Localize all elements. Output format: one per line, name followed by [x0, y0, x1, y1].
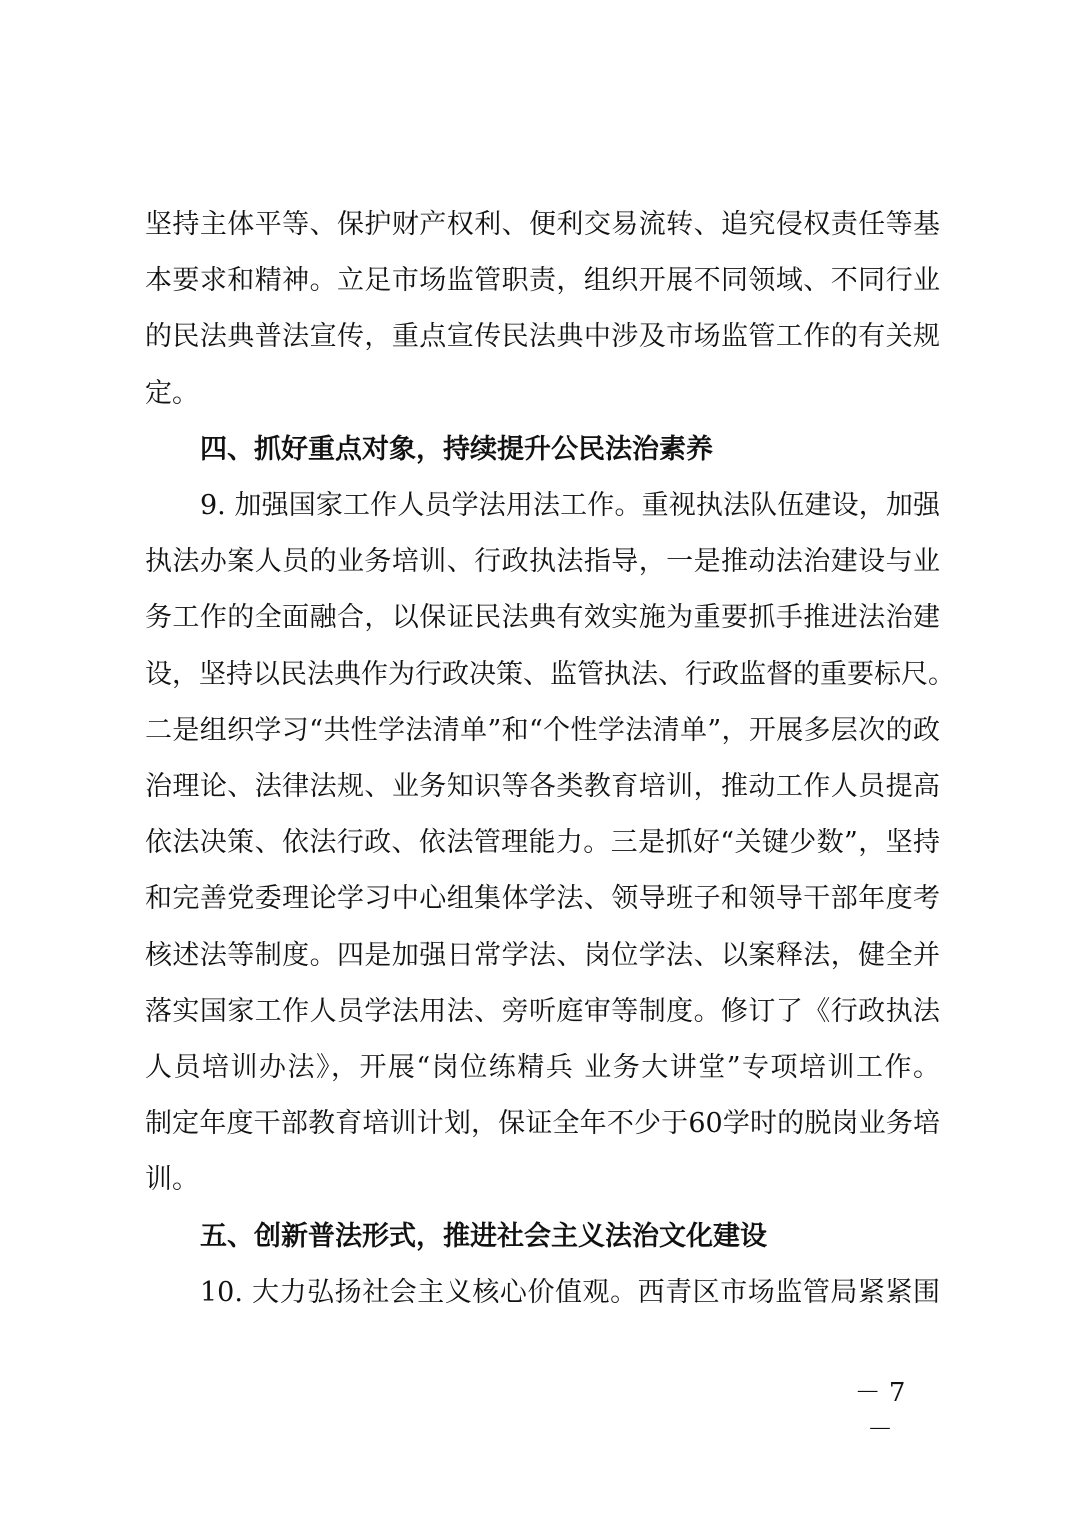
text-line: 二是组织学习“共性学法清单”和“个性学法清单”，开展多层次的政	[145, 714, 940, 746]
text-line: 人员培训办法》，开展“岗位练精兵 业务大讲堂”专项培训工作。	[145, 1052, 940, 1083]
text-line: 执法办案人员的业务培训、行政执法指导，一是推动法治建设与业	[145, 546, 940, 578]
text-line: 10. 大力弘扬社会主义核心价值观。西青区市场监管局紧紧围	[200, 1276, 940, 1308]
text-line: 训。	[145, 1164, 199, 1196]
text-line: 和完善党委理论学习中心组集体学法、领导班子和领导干部年度考	[145, 883, 940, 915]
text-line: 设，坚持以民法典作为行政决策、监管执法、行政监督的重要标尺。	[145, 658, 955, 690]
text-line: 治理论、法律法规、业务知识等各类教育培训，推动工作人员提高	[145, 771, 940, 802]
text-line: 本要求和精神。立足市场监管职责，组织开展不同领域、不同行业	[145, 265, 940, 297]
section-heading: 五、创新普法形式，推进社会主义法治文化建设	[200, 1220, 767, 1252]
text-line: 坚持主体平等、保护财产权利、便利交易流转、追究侵权责任等基	[145, 209, 940, 240]
text-line: 落实国家工作人员学法用法、旁听庭审等制度。修订了《行政执法	[145, 995, 940, 1027]
section-heading: 四、抓好重点对象，持续提升公民法治素养	[200, 433, 713, 465]
text-line: 务工作的全面融合，以保证民法典有效实施为重要抓手推进法治建	[145, 602, 940, 634]
text-line: 核述法等制度。四是加强日常学法、岗位学法、以案释法，健全并	[145, 939, 940, 971]
text-line: 制定年度干部教育培训计划，保证全年不少于60学时的脱岗业务培	[145, 1108, 940, 1140]
text-line: 依法决策、依法行政、依法管理能力。三是抓好“关键少数”，坚持	[145, 827, 940, 859]
text-line: 的民法典普法宣传，重点宣传民法典中涉及市场监管工作的有关规	[145, 321, 940, 353]
text-line: 9. 加强国家工作人员学法用法工作。重视执法队伍建设，加强	[200, 490, 940, 521]
page-number: － 7 －	[854, 1378, 906, 1445]
text-line: 定。	[145, 377, 199, 409]
